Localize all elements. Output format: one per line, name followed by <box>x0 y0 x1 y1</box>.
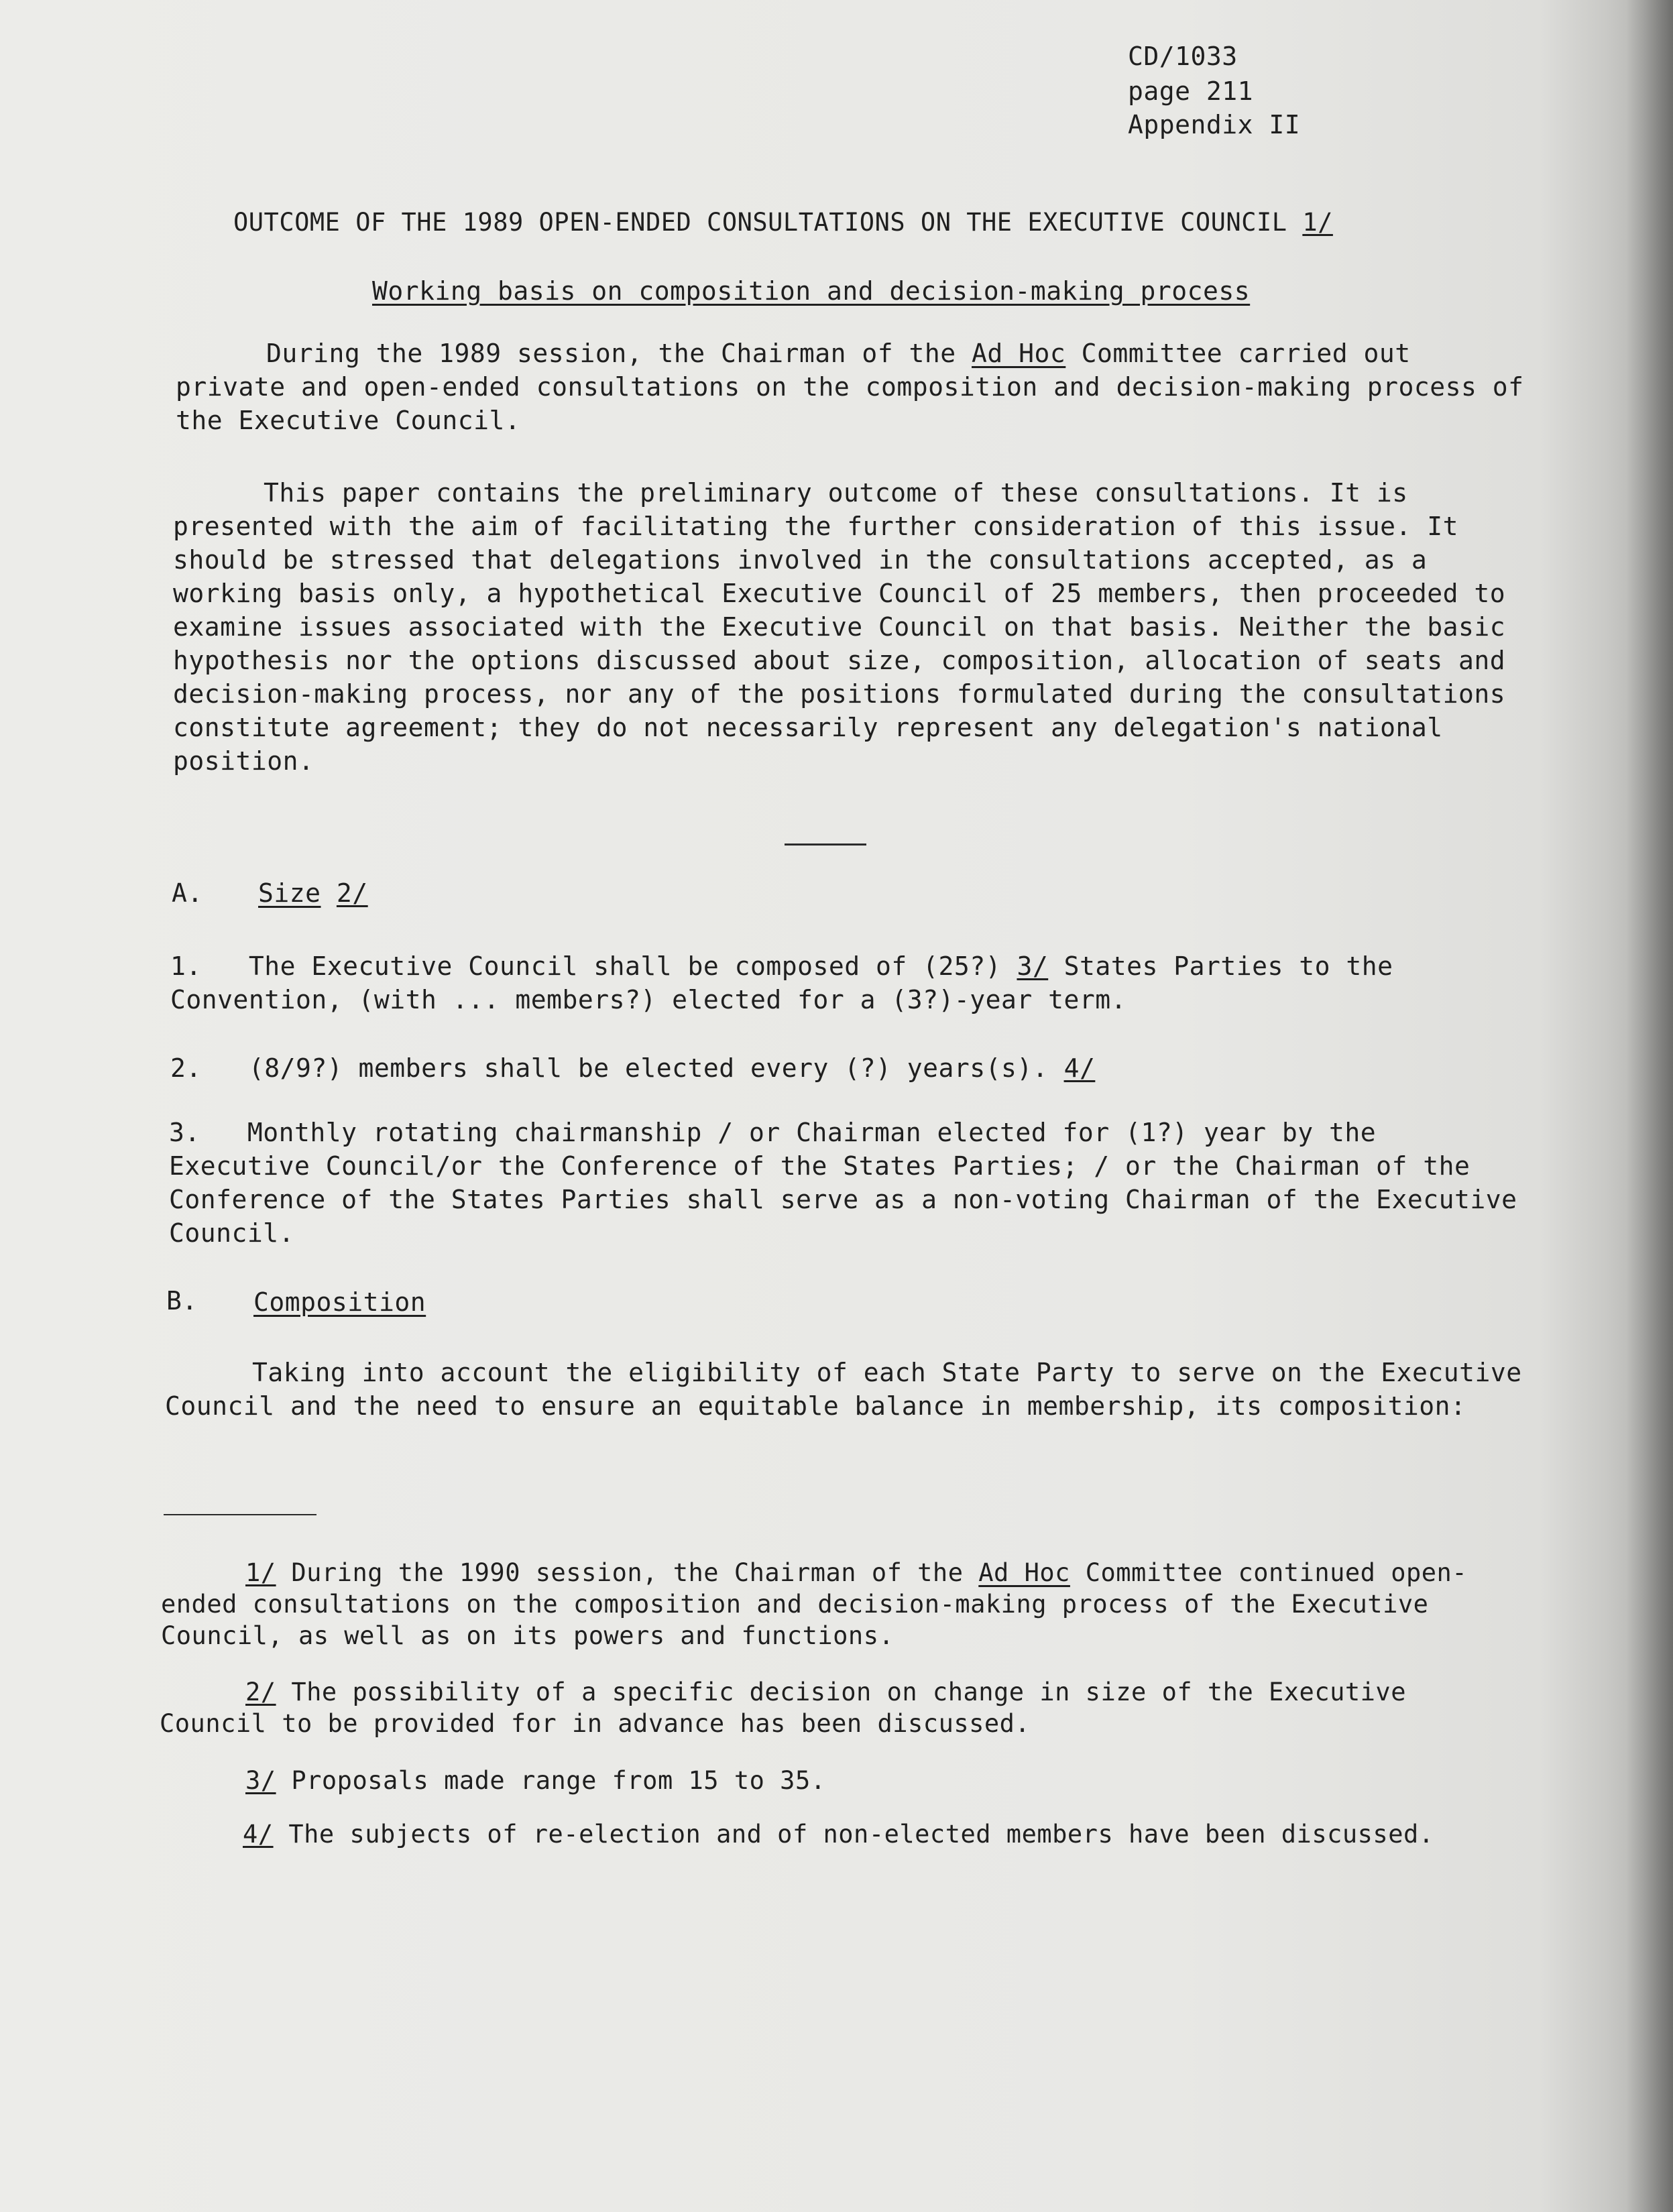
item-text: (8/9?) members shall be elected every (?) years(s). <box>248 1053 1064 1083</box>
footnote-text: The subjects of re-election and of non-elected members have been discussed. <box>273 1820 1434 1849</box>
section-a-title: Size <box>258 878 321 908</box>
intro-p1-text-b: Committee carried out private and open-ended consultations on the composition and decision-making process of the Executive Council. <box>176 339 1524 435</box>
footnote-separator <box>164 1514 316 1515</box>
appendix-label: Appendix II <box>1128 110 1301 139</box>
binding-shadow <box>1626 0 1673 2212</box>
document-title <box>233 205 1333 240</box>
intro-paragraph-2: This paper contains the preliminary outcome of these consultations. It is presented with the aim of facilitating the further consideration of this issue. It should be stressed that delegations involved in the consultations accepted, as a working basis only, a hypothetical Executive Council of 25 members, then proceeded to examine issues associated with the Executive Council on that basis. Neither the basic hypothesis nor the options discussed about size, composition, allocation of seats and decision-making process, nor any of the positions formulated during the consultations constitute agreement; they do not necessarily represent any delegation's national position. <box>173 478 1506 776</box>
intro-p1-text-a: During the 1989 session, the Chairman of the <box>266 339 972 368</box>
footnote-1 <box>161 1557 1502 1651</box>
composition-paragraph: Taking into account the eligibility of each State Party to serve on the Executive Council and the need to ensure an equitable balance in membership, its composition: <box>165 1358 1522 1421</box>
item-footnote-ref: 3/ <box>1017 951 1049 981</box>
footnote-adhoc: Ad Hoc <box>978 1558 1070 1587</box>
size-item-3 <box>169 1116 1530 1250</box>
item-footnote-ref: 4/ <box>1063 1053 1096 1083</box>
section-b-heading: Composition <box>253 1287 426 1317</box>
section-divider <box>785 843 866 846</box>
footnote-3 <box>160 1765 1501 1796</box>
section-a-heading <box>258 876 368 911</box>
footnote-text: Proposals made range from 15 to 35. <box>276 1766 826 1795</box>
section-a-footnote-ref: 2/ <box>336 878 368 908</box>
footnote-text: The possibility of a specific decision on change in size of the Executive Council to be provided for in advance has been discussed. <box>160 1678 1406 1738</box>
footnote-text: During the 1990 session, the Chairman of the <box>276 1558 979 1587</box>
footnote-mark: 1/ <box>245 1558 276 1587</box>
item-text: The Executive Council shall be composed of (25?) <box>248 951 1017 981</box>
item-number: 3. <box>169 1118 200 1147</box>
footnote-2 <box>160 1676 1501 1739</box>
footnote-mark: 3/ <box>245 1766 276 1795</box>
document-subtitle: Working basis on composition and decision-making process <box>372 276 1251 306</box>
size-item-1 <box>170 949 1532 1016</box>
title-footnote-ref: 1/ <box>1302 208 1333 237</box>
footnote-text-continued: Committee continued open-ended consultations on the composition and decision-making process of the Executive Council, as well as on its powers and functions. <box>161 1558 1468 1650</box>
item-text: Monthly rotating chairmanship / or Chairman elected for (1?) year by the Executive Council/or the Conference of the States Parties; / or the Chairman of the Conference of the States Parties shall serve as a non-voting Chairman of the Executive Council. <box>169 1118 1517 1248</box>
size-item-2 <box>170 1051 1532 1085</box>
title-text: OUTCOME OF THE 1989 OPEN-ENDED CONSULTATIONS ON THE EXECUTIVE COUNCIL <box>233 208 1287 237</box>
item-number: 2. <box>170 1053 202 1083</box>
footnote-mark: 4/ <box>243 1820 274 1849</box>
item-number: 1. <box>170 951 202 981</box>
doc-symbol: CD/1033 <box>1128 42 1238 71</box>
page-number: page 211 <box>1128 76 1254 106</box>
item-text-continued: States Parties to the Convention, (with ... members?) elected for a (3?)-year term. <box>170 951 1393 1014</box>
footnote-mark: 2/ <box>245 1678 276 1706</box>
footnote-4 <box>157 1818 1498 1850</box>
intro-paragraph-1 <box>176 337 1530 437</box>
intro-p1-adhoc: Ad Hoc <box>972 339 1066 368</box>
section-b-letter: B. <box>166 1286 198 1316</box>
section-a-letter: A. <box>172 878 203 908</box>
